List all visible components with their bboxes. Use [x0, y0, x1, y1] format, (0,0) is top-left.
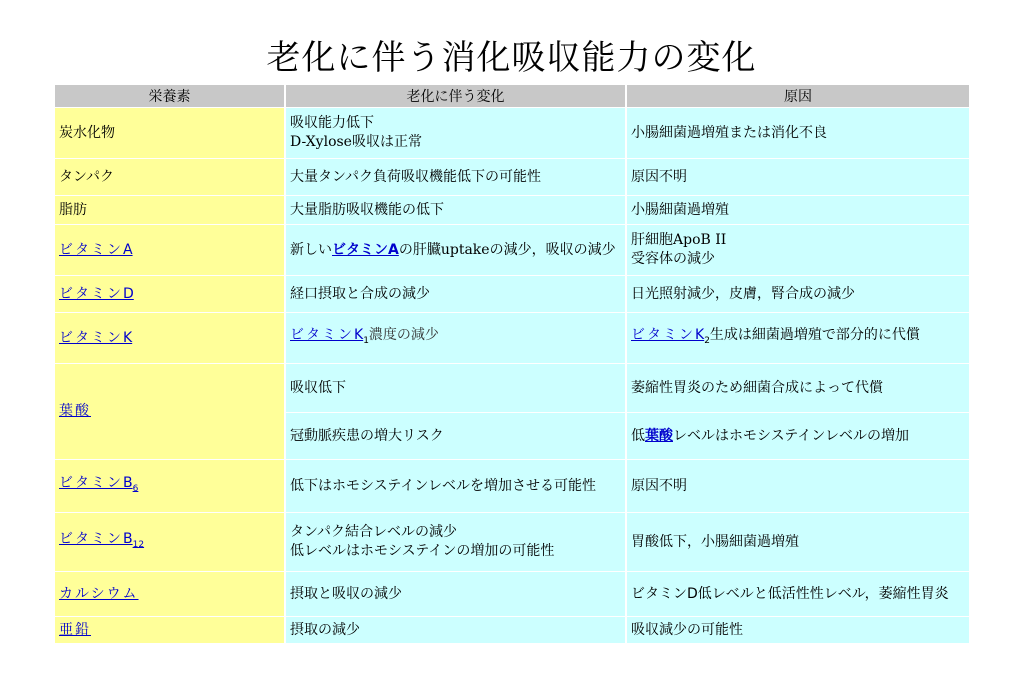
change-cell — [286, 108, 625, 158]
link-text: ビタミン — [59, 530, 123, 547]
calcium-link[interactable]: カルシウム — [59, 585, 139, 602]
table-row — [55, 617, 969, 643]
cause-cell: 小腸細菌過増殖 — [627, 196, 969, 224]
table-row — [55, 513, 969, 571]
table-row — [55, 196, 969, 224]
change-text-line: 吸収能力低下 — [290, 115, 374, 131]
table-header-row — [55, 85, 969, 107]
change-text: 新しい — [290, 241, 332, 258]
change-cell — [286, 225, 625, 275]
cause-text: 低 — [631, 427, 645, 444]
change-cell: 摂取の減少 — [286, 617, 625, 643]
column-header-cause: 原因 — [627, 85, 969, 107]
column-header-nutrient: 栄養素 — [55, 85, 284, 107]
cause-text-line: 受容体の減少 — [631, 251, 715, 267]
cause-cell: 原因不明 — [627, 159, 969, 195]
link-text: K — [695, 326, 705, 343]
cause-text: 生成は細菌過増殖で部分的に代償 — [709, 326, 920, 343]
link-text: K — [123, 329, 133, 346]
cause-cell: 小腸細菌過増殖または消化不良 — [627, 108, 969, 158]
cause-cell: 萎縮性胃炎のため細菌合成によって代償 — [627, 364, 969, 412]
vitamin-k2-link[interactable] — [631, 327, 704, 343]
change-cell: 低下はホモシステインレベルを増加させる可能性 — [286, 460, 625, 512]
link-text: B — [123, 474, 133, 491]
link-text: ビタミン — [631, 326, 695, 343]
change-cell: 大量脂肪吸収機能の低下 — [286, 196, 625, 224]
nutrient-cell — [55, 364, 284, 459]
vitamin-a-link[interactable] — [59, 242, 133, 258]
table-row — [55, 313, 969, 363]
change-cell — [286, 513, 625, 571]
change-text: 濃度の減少 — [368, 326, 439, 343]
change-cell: 摂取と吸収の減少 — [286, 572, 625, 616]
table-row — [55, 276, 969, 312]
table-row — [55, 225, 969, 275]
link-text: D — [123, 285, 134, 302]
vitamin-k1-link[interactable] — [290, 327, 363, 343]
cause-text: レベルはホモシステインレベルの増加 — [673, 427, 909, 444]
cause-cell — [627, 225, 969, 275]
vitamin-b12-link[interactable] — [59, 531, 133, 547]
link-text: ビタミン — [59, 474, 123, 491]
subscript: 2 — [704, 335, 710, 346]
change-cell: 大量タンパク負荷吸収機能低下の可能性 — [286, 159, 625, 195]
nutrient-cell — [55, 225, 284, 275]
link-text: B — [123, 530, 133, 547]
page-title: 老化に伴う消化吸収能力の変化 — [266, 38, 757, 78]
cause-cell: 吸収減少の可能性 — [627, 617, 969, 643]
link-text: ビタミン — [59, 241, 123, 258]
cause-text-line: 肝細胞ApoB II — [631, 232, 727, 248]
cause-cell — [627, 413, 969, 459]
table-row — [55, 159, 969, 195]
change-text-line: 低レベルはホモシステインの増加の可能性 — [290, 543, 555, 559]
subscript: 6 — [132, 483, 139, 494]
vitamin-a-inline-link[interactable]: ビタミンA — [332, 241, 399, 258]
cause-cell: 原因不明 — [627, 460, 969, 512]
nutrient-cell — [55, 572, 284, 616]
link-text: ビタミン — [59, 285, 123, 302]
folate-link[interactable]: 葉酸 — [59, 403, 91, 419]
nutrient-cell: タンパク — [55, 159, 284, 195]
change-text-line: D-Xylose吸収は正常 — [290, 134, 422, 150]
subscript: 12 — [132, 539, 145, 550]
cause-cell — [627, 313, 969, 363]
cause-cell: ビタミンD低レベルと低活性性レベル，萎縮性胃炎 — [627, 572, 969, 616]
nutrient-table — [53, 84, 971, 644]
table-row — [55, 364, 969, 412]
nutrient-cell — [55, 460, 284, 512]
nutrient-cell — [55, 617, 284, 643]
change-cell: 吸収低下 — [286, 364, 625, 412]
change-cell: 冠動脈疾患の増大リスク — [286, 413, 625, 459]
table-row — [55, 572, 969, 616]
link-text: ビタミン — [290, 326, 354, 343]
change-cell: 経口摂取と合成の減少 — [286, 276, 625, 312]
nutrient-cell — [55, 276, 284, 312]
vitamin-b6-link[interactable] — [59, 475, 133, 491]
table-row — [55, 108, 969, 158]
vitamin-k-link[interactable] — [59, 330, 132, 346]
table-row — [55, 460, 969, 512]
subscript: 1 — [363, 335, 369, 346]
link-text: K — [354, 326, 364, 343]
cause-cell: 胃酸低下，小腸細菌過増殖 — [627, 513, 969, 571]
nutrient-cell — [55, 513, 284, 571]
change-text: の肝臓uptakeの減少，吸収の減少 — [398, 241, 616, 258]
zinc-link[interactable]: 亜鉛 — [59, 621, 91, 638]
nutrient-cell: 炭水化物 — [55, 108, 284, 158]
folate-inline-link[interactable]: 葉酸 — [645, 427, 673, 444]
change-cell — [286, 313, 625, 363]
nutrient-cell — [55, 313, 284, 363]
vitamin-d-link[interactable] — [59, 286, 134, 302]
link-text: A — [123, 241, 133, 258]
link-text: ビタミン — [59, 329, 123, 346]
change-text-line: タンパク結合レベルの減少 — [290, 524, 458, 540]
column-header-change: 老化に伴う変化 — [286, 85, 625, 107]
nutrient-cell: 脂肪 — [55, 196, 284, 224]
cause-cell: 日光照射減少，皮膚，腎合成の減少 — [627, 276, 969, 312]
